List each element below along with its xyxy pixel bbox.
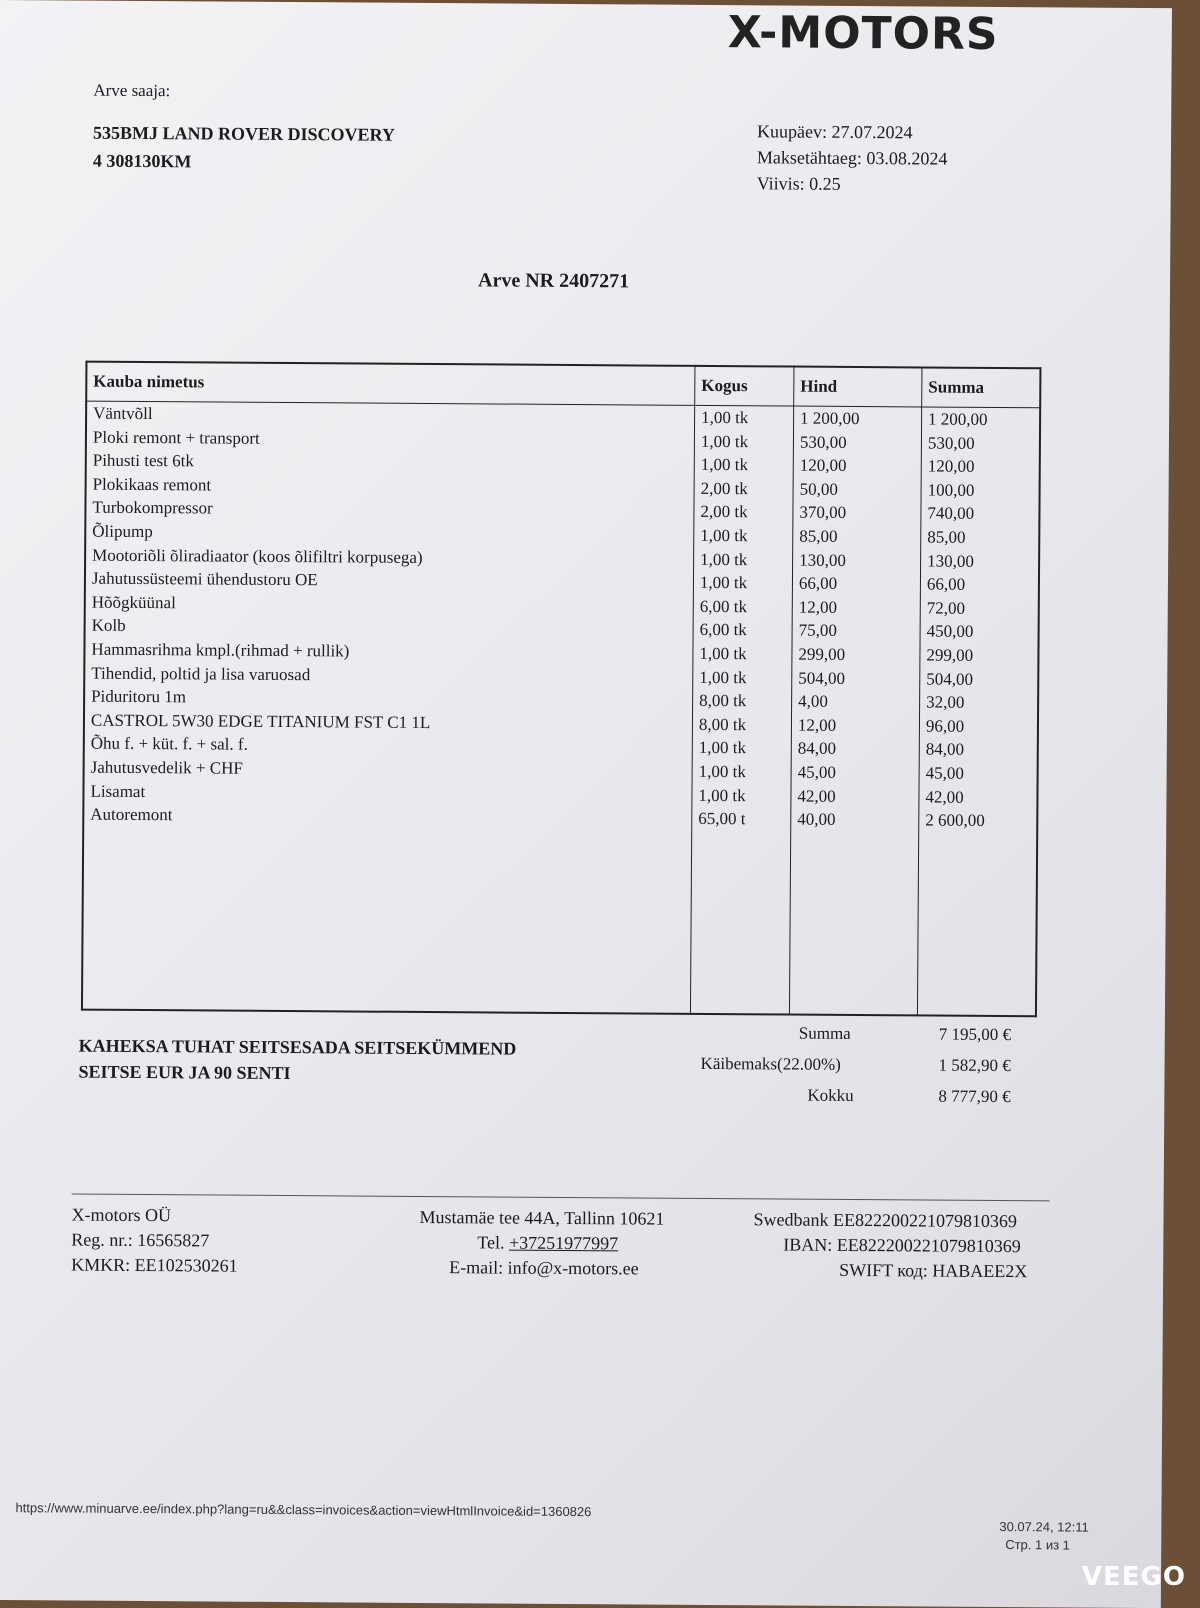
item-sum: 45,00 [925,763,964,783]
items-table [81,361,1042,1018]
total-label: Kokku [807,1085,854,1105]
item-sum: 72,00 [926,598,966,618]
recipient-vehicle: 535BMJ LAND ROVER DISCOVERY [93,122,396,145]
column-prices [789,406,921,1015]
item-name: Ploki remont + transport [92,427,260,448]
item-quantity: 1,00 tk [701,407,749,428]
subtotal-value: 7 195,00 € [938,1024,1012,1045]
item-sum: 2 600,00 [925,810,985,830]
vat-label: Käibemaks(22.00%) [700,1053,841,1074]
header-sum: Summa [922,367,1041,407]
item-name: Hammasrihma kmpl.(rihmad + rullik) [91,639,350,661]
footer-bank: Swedbank EE822200221079810369 [753,1209,1018,1232]
footer-divider [72,1194,1050,1202]
item-sum: 130,00 [927,551,974,571]
item-name: Jahutussüsteemi ühendustoru OE [91,568,318,590]
item-name: Plokikaas remont [92,474,212,495]
item-quantity: 1,00 tk [700,431,749,451]
item-quantity: 1,00 tk [700,549,748,569]
table-body-row [82,401,1040,1016]
recipient-label: Arve saaja: [93,80,171,101]
column-sums [917,407,1040,1016]
invoice-title: Arve NR 2407271 [477,269,630,293]
item-price: 120,00 [799,455,847,476]
item-quantity: 8,00 tk [698,714,747,734]
invoice-penalty: Viivis: 0.25 [756,173,841,194]
item-price: 530,00 [799,432,847,452]
column-item-names [82,401,695,1014]
footer-company: X-motors OÜ [71,1204,172,1226]
footer-swift: SWIFT код: HABAEE2X [839,1259,1028,1282]
item-quantity: 1,00 tk [700,455,749,475]
item-price: 45,00 [797,762,836,782]
item-price: 42,00 [797,786,836,806]
item-quantity: 65,00 t [698,808,746,829]
print-datetime: 30.07.24, 12:11 [999,1519,1089,1535]
total-value: 8 777,90 € [938,1086,1011,1107]
item-price: 40,00 [797,809,836,829]
print-url: https://www.minuarve.ee/index.php?lang=ru&&class=invoices&action=viewHtmlInvoice&id=1360826 [15,1500,592,1520]
footer-phone-link[interactable]: +37251977997 [509,1232,619,1254]
item-price: 66,00 [798,573,838,594]
table-header-row [86,362,1040,408]
item-sum: 530,00 [927,433,975,453]
item-sum: 100,00 [927,480,975,500]
watermark-logo: VEEGO [1081,1562,1186,1592]
item-name: Pihusti test 6tk [92,450,194,471]
column-quantities [690,405,793,1014]
item-quantity: 2,00 tk [700,502,748,522]
item-name: Turbokompressor [92,498,213,518]
item-name: Kolb [91,615,126,636]
company-logo [728,7,999,60]
item-sum: 85,00 [927,527,966,547]
header-item-name: Kauba nimetus [86,362,695,406]
footer-email: E-mail: info@x-motors.ee [449,1257,639,1279]
item-price: 50,00 [799,479,838,499]
item-quantity: 6,00 tk [699,620,747,640]
item-quantity: 6,00 tk [699,596,748,616]
item-name: Jahutusvedelik + CHF [90,757,243,778]
footer-phone-label: Tel. [477,1232,505,1253]
item-price: 1 200,00 [800,408,860,429]
item-sum: 84,00 [925,739,965,760]
item-price: 85,00 [799,526,838,546]
item-sum: 740,00 [927,503,975,524]
item-price: 12,00 [797,715,837,735]
subtotal-label: Summa [798,1023,851,1043]
amount-in-words-line2: SEITSE EUR JA 90 SENTI [78,1061,291,1084]
item-name: Autoremont [90,804,173,825]
item-sum: 504,00 [926,669,974,689]
amount-in-words-line1: KAHEKSA TUHAT SEITSESADA SEITSEKÜMMEND [78,1035,517,1059]
item-price: 75,00 [798,620,837,641]
item-name: Hõõgküünal [91,592,176,612]
invoice-due-date: Maksetähtaeg: 03.08.2024 [756,147,948,169]
item-price: 299,00 [798,644,846,664]
vat-value: 1 582,90 € [938,1055,1011,1076]
item-name: CASTROL 5W30 EDGE TITANIUM FST C1 1L [90,710,431,732]
item-quantity: 1,00 tk [700,525,748,546]
header-quantity: Kogus [695,366,794,406]
item-sum: 299,00 [926,645,974,665]
item-price: 12,00 [798,597,838,617]
item-quantity: 1,00 tk [698,738,747,758]
item-sum: 96,00 [925,716,965,736]
item-sum: 66,00 [926,574,966,594]
footer-address: Mustamäe tee 44A, Tallinn 10621 [419,1206,665,1229]
invoice-date: Kuupäev: 27.07.2024 [757,121,913,143]
item-sum: 120,00 [927,456,975,477]
item-price: 370,00 [799,502,847,523]
item-quantity: 8,00 tk [699,691,747,711]
item-quantity: 2,00 tk [700,478,748,499]
item-quantity: 1,00 tk [699,667,747,687]
recipient-mileage: 4 308130KM [92,150,192,172]
item-sum: 450,00 [926,621,974,642]
item-name: Piduritoru 1m [91,686,187,707]
item-quantity: 1,00 tk [698,785,746,805]
footer-reg-number: Reg. nr.: 16565827 [71,1229,210,1251]
item-price: 84,00 [797,738,837,759]
print-page-number: Стр. 1 из 1 [1005,1537,1070,1553]
item-name: Lisamat [90,781,146,801]
item-quantity: 1,00 tk [699,573,748,593]
footer-iban: IBAN: EE822200221079810369 [783,1234,1021,1257]
item-quantity: 1,00 tk [698,761,746,782]
item-price: 130,00 [799,550,846,570]
item-quantity: 1,00 tk [699,643,747,664]
item-sum: 1 200,00 [928,409,988,429]
item-name: Õlipump [92,521,153,542]
footer-kmkr: KMKR: EE102530261 [71,1254,238,1276]
item-price: 4,00 [798,691,828,711]
item-sum: 42,00 [925,786,964,807]
item-name: Õhu f. + küt. f. + sal. f. [90,733,248,755]
header-price: Hind [794,367,922,407]
item-name: Väntvõll [93,403,153,424]
item-price: 504,00 [798,668,846,688]
item-sum: 32,00 [926,692,965,712]
footer-phone [477,1232,618,1254]
logo-text: X-MOTORS [727,7,999,60]
item-name: Tihendid, poltid ja lisa varuosad [91,663,311,684]
item-name: Mootoriõli õliradiaator (koos õlifiltri korpusega) [92,545,423,567]
